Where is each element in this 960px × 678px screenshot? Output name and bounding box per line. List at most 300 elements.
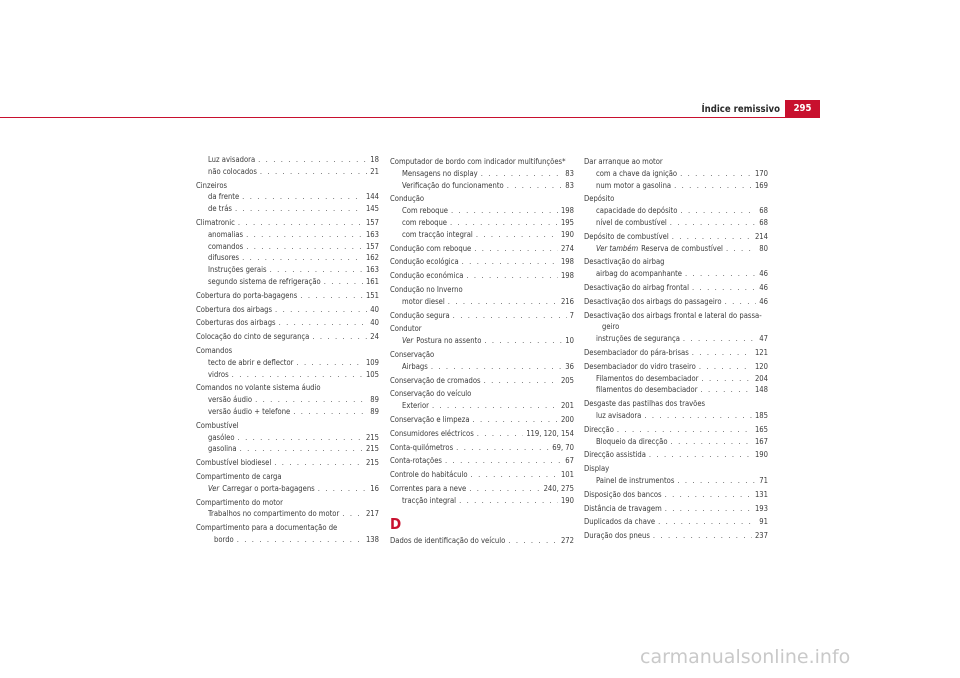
index-entry-label <box>596 373 698 385</box>
header-rule <box>0 117 820 118</box>
index-subentry <box>584 205 768 217</box>
index-entry-label <box>596 168 677 180</box>
index-page-ref: 21 <box>370 166 379 176</box>
index-page-ref: 71 <box>759 475 768 485</box>
index-entry-label <box>584 449 646 461</box>
index-subentry <box>390 361 574 373</box>
index-page-ref: 120 <box>754 361 768 371</box>
index-subentry <box>196 166 379 178</box>
index-entry-label <box>208 406 290 418</box>
index-entry-label <box>390 243 471 255</box>
entry-text: Painel de instrumentos <box>596 475 675 485</box>
index-entry-label <box>208 252 239 264</box>
see-reference: Ver <box>208 483 220 493</box>
page-number: 295 <box>785 100 820 118</box>
leader-dots <box>677 475 756 487</box>
index-entry-label <box>208 369 229 381</box>
index-subentry <box>196 203 379 215</box>
index-column-2 <box>390 154 574 546</box>
index-page-ref: 169 <box>754 180 768 190</box>
index-entry <box>196 290 379 302</box>
index-page-ref: 198 <box>560 271 574 281</box>
index-entry <box>390 442 574 454</box>
index-entry-label <box>208 241 243 253</box>
index-subentry <box>584 373 768 385</box>
index-page-ref: 68 <box>759 217 768 227</box>
index-heading: Dar arranque ao motor <box>584 157 663 166</box>
leader-dots <box>665 489 752 501</box>
entry-text: Conservação de cromados <box>390 375 481 385</box>
index-page-ref: 214 <box>754 231 768 241</box>
index-page-ref: 204 <box>754 373 768 383</box>
entry-text: gasolina <box>208 444 237 454</box>
index-entry-label <box>208 264 267 276</box>
leader-dots <box>255 394 367 406</box>
index-entry <box>390 310 574 322</box>
entry-text: instruções de segurança <box>596 334 680 344</box>
index-heading: Compartimento do motor <box>196 497 283 507</box>
index-entry-label <box>402 361 428 373</box>
index-page-ref: 205 <box>560 375 574 385</box>
entry-text: Airbags <box>402 361 428 371</box>
index-entry-label <box>584 231 669 243</box>
index-entry-label <box>402 229 473 241</box>
index-page-ref: 198 <box>560 206 574 216</box>
index-heading: Condução no Inverno <box>390 284 463 294</box>
index-subentry <box>390 205 574 217</box>
leader-dots <box>451 205 558 217</box>
entry-text: Climatronic <box>196 217 235 227</box>
index-entry-label <box>208 229 243 241</box>
watermark-text: carmanualsonline.info <box>640 646 851 668</box>
index-entry-label <box>208 508 339 520</box>
entry-text: com tracção integral <box>402 229 473 239</box>
entry-text: Controle do habitáculo <box>390 470 468 480</box>
index-page-ref: 157 <box>365 217 379 227</box>
entry-text: num motor a gasolina <box>596 180 672 190</box>
entry-text: anomalias <box>208 229 244 239</box>
index-entry-label <box>402 400 429 412</box>
index-page-ref: 163 <box>365 265 379 275</box>
index-entry-label <box>214 534 234 546</box>
leader-dots <box>342 508 363 520</box>
index-subentry <box>390 168 574 180</box>
index-entry-label <box>584 503 662 515</box>
index-entry <box>196 304 379 316</box>
entry-text: Com reboque <box>402 206 449 216</box>
index-page-ref: 89 <box>370 395 379 405</box>
index-subentry <box>390 335 574 347</box>
leader-dots <box>242 252 363 264</box>
index-page-ref: 151 <box>365 290 379 300</box>
index-entry <box>584 282 768 294</box>
index-entry-label <box>402 168 478 180</box>
index-entry-label <box>208 276 321 288</box>
index-page-ref: 162 <box>365 253 379 263</box>
index-page-ref: 148 <box>754 385 768 395</box>
entry-text: Desembaciador do pára-brisas <box>584 347 689 357</box>
see-reference: Ver <box>402 336 414 346</box>
index-subentry <box>196 508 379 520</box>
entry-text: não colocados <box>208 166 257 176</box>
leader-dots <box>459 495 558 507</box>
index-subentry <box>390 296 574 308</box>
leader-dots <box>484 335 562 347</box>
index-entry-label <box>196 317 276 329</box>
index-entry-label <box>208 394 252 406</box>
index-entry <box>390 414 574 426</box>
entry-text: Carregar o porta-bagagens <box>222 483 315 493</box>
entry-text: Luz avisadora <box>208 155 256 164</box>
leader-dots <box>725 296 757 308</box>
index-column-3 <box>584 154 768 542</box>
index-page-ref: 16 <box>370 483 379 493</box>
index-page-ref: 7 <box>569 310 574 320</box>
index-entry-label <box>596 333 680 345</box>
index-entry-label <box>402 495 456 507</box>
entry-text: Condução ecológica <box>390 257 459 267</box>
index-entry-label <box>208 191 239 203</box>
index-heading: Comandos no volante sistema áudio <box>196 383 321 393</box>
index-page-ref: 18 <box>370 155 379 164</box>
index-subentry <box>584 268 768 280</box>
index-subentry <box>196 276 379 288</box>
entry-text: Dados de identificação do veículo <box>390 535 506 545</box>
entry-text: comandos <box>208 241 244 251</box>
index-page-ref: 215 <box>365 458 379 468</box>
index-page-ref: 138 <box>365 534 379 544</box>
index-heading: Display <box>584 464 610 474</box>
index-page-ref: 40 <box>370 318 379 328</box>
entry-text: tracção integral <box>402 495 457 505</box>
entry-text: Colocação do cinto de segurança <box>196 332 310 342</box>
index-page-ref: 119, 120, 154 <box>526 428 574 438</box>
index-page-ref: 40 <box>370 304 379 314</box>
index-heading: Cinzeiros <box>196 180 228 190</box>
entry-text: Correntes para a neve <box>390 483 467 493</box>
entry-text: versão áudio + telefone <box>208 406 291 416</box>
index-entry-label <box>596 475 674 487</box>
leader-dots <box>456 442 549 454</box>
index-page-ref: 167 <box>754 436 768 446</box>
index-entry-label <box>196 304 272 316</box>
index-page-ref: 161 <box>365 276 379 286</box>
entry-text: da frente <box>208 192 240 202</box>
index-entry <box>584 489 768 501</box>
entry-text: Cobertura dos airbags <box>196 304 273 314</box>
entry-text: versão áudio <box>208 395 253 405</box>
index-heading: Conservação <box>390 349 435 359</box>
leader-dots <box>450 217 558 229</box>
index-entry <box>584 231 768 243</box>
leader-dots <box>680 168 752 180</box>
index-subentry <box>390 400 574 412</box>
leader-dots <box>238 432 363 444</box>
index-letter-heading: D <box>390 514 402 533</box>
index-page-ref: 36 <box>565 361 574 371</box>
index-subentry <box>196 229 379 241</box>
index-subentry: geiro <box>602 322 620 332</box>
leader-dots <box>274 457 363 469</box>
index-entry-label <box>596 410 641 422</box>
leader-dots <box>665 503 752 515</box>
index-page-ref: 217 <box>365 509 379 519</box>
leader-dots <box>692 282 756 294</box>
leader-dots <box>324 276 363 288</box>
index-entry <box>584 449 768 461</box>
index-page-ref: 67 <box>565 456 574 466</box>
index-entry <box>584 516 768 528</box>
index-subentry <box>196 357 379 369</box>
entry-text: Reserva de combustível <box>641 243 723 253</box>
header-title: Índice remissivo <box>701 104 780 115</box>
entry-text: Cobertura do porta-bagagens <box>196 290 298 300</box>
index-entry-label <box>584 489 662 501</box>
see-reference: Ver também <box>596 243 639 253</box>
leader-dots <box>462 256 558 268</box>
leader-dots <box>270 264 363 276</box>
index-entry-label <box>390 256 459 268</box>
entry-text: Conta-rotações <box>390 456 442 466</box>
index-column-1 <box>196 154 379 546</box>
index-page-ref: 198 <box>560 257 574 267</box>
index-page-ref: 69, 70 <box>552 442 574 452</box>
index-entry-label <box>584 424 614 436</box>
index-subentry <box>390 229 574 241</box>
index-entry-label <box>596 180 671 192</box>
index-entry-label <box>390 414 470 426</box>
entry-text: Condução económica <box>390 271 464 281</box>
entry-text: motor diesel <box>402 296 445 306</box>
index-entry-label <box>584 516 655 528</box>
index-subentry <box>196 394 379 406</box>
index-entry <box>390 483 574 495</box>
leader-dots <box>237 534 363 546</box>
entry-text: Desembaciador do vidro traseiro <box>584 361 696 371</box>
index-entry-label <box>390 442 453 454</box>
index-heading: Desgaste das pastilhas dos travões <box>584 399 706 409</box>
entry-text: com reboque <box>402 217 447 227</box>
index-subentry <box>584 475 768 487</box>
index-entry <box>196 331 379 343</box>
leader-dots <box>235 203 363 215</box>
index-subentry <box>196 264 379 276</box>
index-page-ref: 240, 275 <box>543 483 574 493</box>
index-page-ref: 121 <box>754 347 768 357</box>
index-entry-label <box>390 375 481 387</box>
leader-dots <box>296 357 363 369</box>
index-heading: Compartimento de carga <box>196 471 282 481</box>
leader-dots <box>431 361 562 373</box>
index-entry <box>390 469 574 481</box>
index-page-ref: 83 <box>565 180 574 190</box>
index-page-ref: 165 <box>754 424 768 434</box>
entry-text: Combustível biodiesel <box>196 458 272 468</box>
index-entry-label <box>584 296 722 308</box>
index-entry-label <box>390 455 442 467</box>
index-subentry <box>196 252 379 264</box>
entry-text: capacidade do depósito <box>596 206 678 216</box>
index-entry <box>196 317 379 329</box>
index-page-ref: 215 <box>365 444 379 454</box>
index-entry-label <box>402 205 448 217</box>
leader-dots <box>658 516 756 528</box>
index-entry <box>196 457 379 469</box>
index-page-ref: 170 <box>754 168 768 178</box>
leader-dots <box>260 166 367 178</box>
entry-text: Verificação do funcionamento <box>402 180 504 190</box>
leader-dots <box>644 410 752 422</box>
index-page-ref: 216 <box>560 296 574 306</box>
leader-dots <box>279 317 368 329</box>
index-page-ref: 272 <box>560 535 574 545</box>
index-page-ref: 190 <box>560 229 574 239</box>
index-entry <box>584 503 768 515</box>
index-page-ref: 185 <box>754 410 768 420</box>
index-subentry <box>390 495 574 507</box>
index-entry-label <box>208 203 232 215</box>
index-entry-label <box>208 357 293 369</box>
leader-dots <box>445 455 562 467</box>
index-page-ref: 193 <box>754 503 768 513</box>
index-page-ref: 68 <box>759 206 768 216</box>
index-subentry <box>390 180 574 192</box>
entry-text: Direcção assistida <box>584 450 646 460</box>
index-heading: Compartimento para a documentação de <box>196 523 338 533</box>
index-page-ref: 163 <box>365 229 379 239</box>
entry-text: vidros <box>208 369 229 379</box>
leader-dots <box>246 229 363 241</box>
index-page-ref: 109 <box>365 357 379 367</box>
entry-text: Disposição dos bancos <box>584 489 662 499</box>
index-entry-label <box>196 331 309 343</box>
index-subentry <box>584 217 768 229</box>
index-page-ref: 89 <box>370 406 379 416</box>
index-entry-label <box>208 432 235 444</box>
index-page-ref: 237 <box>754 531 768 541</box>
index-subentry <box>196 534 379 546</box>
index-entry <box>196 217 379 229</box>
index-entry-label <box>584 530 650 542</box>
leader-dots <box>481 168 563 180</box>
entry-text: segundo sistema de refrigeração <box>208 276 321 286</box>
index-heading: Depósito <box>584 194 615 204</box>
index-subentry <box>196 191 379 203</box>
entry-text: bordo <box>214 534 234 544</box>
leader-dots <box>474 243 558 255</box>
entry-text: Exterior <box>402 401 429 411</box>
leader-dots <box>453 310 567 322</box>
leader-dots <box>448 296 558 308</box>
index-subentry <box>390 217 574 229</box>
leader-dots <box>653 530 752 542</box>
index-page-ref: 215 <box>365 432 379 442</box>
index-subentry <box>196 483 379 495</box>
index-entry <box>584 296 768 308</box>
leader-dots <box>726 243 756 255</box>
entry-text: tecto de abrir e deflector <box>208 357 294 367</box>
index-entry-label <box>196 290 297 302</box>
index-subentry <box>584 333 768 345</box>
entry-text: Condução segura <box>390 310 450 320</box>
leader-dots <box>508 535 558 547</box>
entry-text: Postura no assento <box>416 336 482 346</box>
entry-text: Desactivação do airbag frontal <box>584 282 689 292</box>
index-page-ref: 24 <box>370 332 379 342</box>
index-entry <box>584 361 768 373</box>
leader-dots <box>246 241 363 253</box>
entry-text: Direcção <box>584 424 614 434</box>
index-page-ref: 80 <box>759 243 768 253</box>
index-entry <box>584 347 768 359</box>
index-entry-label <box>208 154 255 166</box>
index-heading: Desactivação do airbag <box>584 257 665 267</box>
leader-dots <box>649 449 752 461</box>
index-subentry <box>584 384 768 396</box>
entry-text: Trabalhos no compartimento do motor <box>208 509 340 519</box>
entry-text: Conservação e limpeza <box>390 414 470 424</box>
leader-dots <box>312 331 367 343</box>
entry-text: gasóleo <box>208 432 235 442</box>
leader-dots <box>232 369 363 381</box>
index-page-ref: 195 <box>560 217 574 227</box>
leader-dots <box>507 180 563 192</box>
leader-dots <box>432 400 558 412</box>
entry-text: difusores <box>208 253 240 263</box>
leader-dots <box>318 483 368 495</box>
leader-dots <box>701 373 751 385</box>
leader-dots <box>484 375 558 387</box>
index-entry-label <box>208 166 257 178</box>
index-subentry <box>196 241 379 253</box>
leader-dots <box>672 231 752 243</box>
index-entry-label <box>208 443 237 455</box>
leader-dots <box>258 154 367 166</box>
index-heading: Comandos <box>196 345 233 355</box>
entry-text: Desactivação dos airbags do passageiro <box>584 296 722 306</box>
index-entry-label <box>390 469 468 481</box>
index-page-ref: 46 <box>759 296 768 306</box>
leader-dots <box>701 384 752 396</box>
index-entry-label <box>584 282 689 294</box>
index-entry-label <box>390 428 474 440</box>
index-subentry <box>196 406 379 418</box>
index-entry-label <box>390 535 505 547</box>
entry-text: Condução com reboque <box>390 243 472 253</box>
index-page-ref: 105 <box>365 369 379 379</box>
leader-dots <box>683 333 756 345</box>
entry-text: airbag do acompanhante <box>596 269 682 279</box>
index-page-ref: 157 <box>365 241 379 251</box>
entry-text: Coberturas dos airbags <box>196 318 276 328</box>
index-page-ref: 144 <box>365 192 379 202</box>
entry-text: Duração dos pneus <box>584 531 650 541</box>
index-heading: Conservação do veículo <box>390 389 472 399</box>
entry-text: com a chave da ignição <box>596 168 678 178</box>
index-entry-label <box>596 384 698 396</box>
leader-dots <box>293 406 367 418</box>
index-page-ref: 101 <box>560 470 574 480</box>
entry-text: nível de combustível <box>596 217 667 227</box>
entry-text: Duplicados da chave <box>584 517 656 527</box>
index-entry-label <box>596 436 668 448</box>
entry-text: Consumidores eléctricos <box>390 428 474 438</box>
leader-dots <box>674 180 752 192</box>
index-entry-label <box>196 217 235 229</box>
index-page-ref: 201 <box>560 401 574 411</box>
entry-text: Bloqueio da direcção <box>596 436 668 446</box>
index-entry-label <box>596 205 677 217</box>
